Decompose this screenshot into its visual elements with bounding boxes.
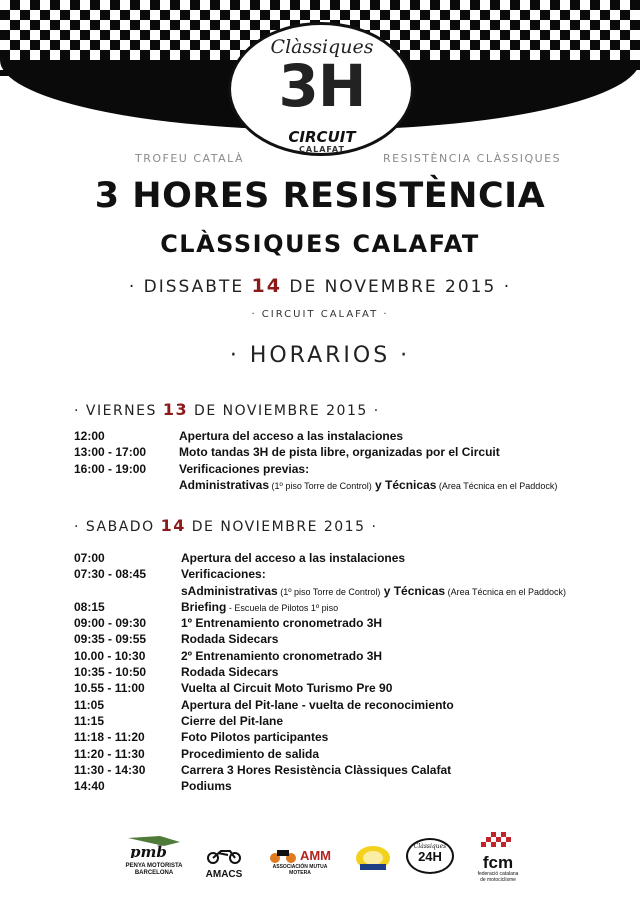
amm-rider-icon <box>269 846 297 864</box>
row-desc: Apertura del Pit-lane - vuelta de reconocimiento <box>181 697 454 712</box>
verif-administrativas: sAdministrativas <box>181 583 278 598</box>
row-desc: Briefing <box>181 599 227 614</box>
row-desc: Carrera 3 Hores Resistència Clàssiques Calafat <box>181 762 452 777</box>
row-note: - Escuela de Pilotos 1º piso <box>226 602 339 613</box>
schedule-row <box>74 714 614 730</box>
amm-text: AMM <box>299 847 332 863</box>
verif-y: y <box>371 477 386 492</box>
svg-text:pmb: pmb <box>130 843 167 858</box>
schedule-row <box>74 632 614 648</box>
schedule-row <box>74 445 614 461</box>
amm-logo <box>262 846 338 876</box>
schedule-row <box>74 429 614 445</box>
verif-admin-note: (1º piso Torre de Control) <box>269 480 372 491</box>
event-date <box>0 275 640 297</box>
row-time: 07:30 - 08:45 <box>74 567 147 582</box>
row-desc: Verificaciones previas: <box>179 461 310 476</box>
row-time: 11:15 <box>74 713 105 728</box>
schedule-row <box>74 698 614 714</box>
amacs-text: AMACS <box>205 869 243 880</box>
sponsor-logos <box>0 832 640 892</box>
schedule-row <box>74 763 614 779</box>
verif-tecnicas: Técnicas <box>385 477 437 492</box>
fcm-sub1: federació catalana <box>477 871 519 877</box>
date-prefix: · DISSABTE <box>128 277 252 297</box>
logo-3h-text: 3H <box>278 52 366 120</box>
schedule-row <box>74 462 614 478</box>
classiques-24h-script: Clàssiques <box>413 843 447 850</box>
row-desc: 2º Entrenamiento cronometrado 3H <box>181 648 383 663</box>
row-desc: Rodada Sidecars <box>181 632 279 647</box>
schedule-row <box>74 747 614 763</box>
row-time: 11:20 - 11:30 <box>74 746 145 761</box>
row-time: 07:00 <box>74 551 105 565</box>
row-desc: Podiums <box>181 779 232 794</box>
sub-title: CLÀSSIQUES CALAFAT <box>160 230 480 258</box>
date-day: 14 <box>251 275 282 297</box>
verification-detail <box>74 478 614 494</box>
row-time: 10.55 - 11:00 <box>74 681 145 696</box>
verif-admin-note: (1º piso Torre de Control) <box>277 586 381 597</box>
row-desc: Verificaciones: <box>181 567 266 582</box>
verification-detail <box>74 584 614 600</box>
fcm-sub2: de motociclisme <box>480 877 516 883</box>
racing-badge-logo <box>353 844 393 879</box>
schedule-row <box>74 649 614 665</box>
row-time: 10:35 - 10:50 <box>74 665 147 680</box>
verif-tecnicas: Técnicas <box>393 583 446 598</box>
saturday-prefix: · SABADO <box>74 519 161 535</box>
verif-y: y <box>380 583 394 598</box>
saturday-schedule <box>74 551 614 795</box>
pmb-line2: BARCELONA <box>134 870 174 876</box>
row-time: 11:30 - 14:30 <box>74 762 146 777</box>
schedule-row <box>74 665 614 681</box>
schedule-row <box>74 681 614 697</box>
saturday-day: 14 <box>160 516 186 535</box>
row-desc: Procedimiento de salida <box>181 746 320 761</box>
fcm-checker-icon <box>473 832 523 850</box>
row-time: 11:05 <box>74 697 105 712</box>
saturday-suffix: DE NOVIEMBRE 2015 · <box>185 519 378 535</box>
fcm-text: fcm <box>482 853 514 872</box>
motorcycle-icon <box>204 846 244 864</box>
row-time: 08:15 <box>74 599 105 614</box>
schedule-row <box>74 616 614 632</box>
row-time: 16:00 - 19:00 <box>74 461 147 476</box>
trofeu-tag: TROFEU CATALÀ <box>135 152 244 165</box>
row-time: 12:00 <box>74 429 105 443</box>
row-desc: Cierre del Pit-lane <box>181 713 284 728</box>
classiques-24h-text: 24H <box>418 849 442 864</box>
pmb-line1: PENYA MOTORISTA <box>125 863 183 869</box>
row-time: 09:00 - 09:30 <box>74 616 147 631</box>
pmb-flag-icon <box>124 836 184 858</box>
logo-circuit-text: CIRCUIT <box>288 128 356 146</box>
verif-tec-note: (Area Técnica en el Paddock) <box>436 480 558 491</box>
row-time: 14:40 <box>74 779 105 794</box>
row-desc: Apertura del acceso a las instalaciones <box>181 551 406 565</box>
saturday-heading <box>74 516 377 535</box>
amm-sub: ASSOCIACIÓN MUTUA MOTERA <box>272 864 328 876</box>
friday-suffix: DE NOVIEMBRE 2015 · <box>188 403 380 419</box>
friday-day: 13 <box>162 400 189 419</box>
row-desc: Rodada Sidecars <box>181 665 279 680</box>
row-time: 11:18 - 11:20 <box>74 730 145 745</box>
pmb-logo <box>118 836 190 877</box>
schedule-row <box>74 730 614 746</box>
resistencia-tag: RESISTÈNCIA CLÀSSIQUES <box>383 152 562 165</box>
schedule-row <box>74 779 614 795</box>
section-title: · HORARIOS · <box>229 343 411 368</box>
classiques-24h-logo <box>406 838 456 874</box>
fcm-logo <box>466 832 530 883</box>
row-desc: Foto Pilotos participantes <box>181 730 329 745</box>
date-suffix: DE NOVEMBRE 2015 · <box>281 277 512 297</box>
friday-schedule <box>74 429 614 494</box>
schedule-row <box>74 600 614 616</box>
helmet-icon <box>354 844 392 874</box>
row-time: 13:00 - 17:00 <box>74 445 147 460</box>
friday-heading <box>74 400 380 419</box>
main-title: 3 HORES RESISTÈNCIA <box>94 176 546 216</box>
logo-script-text: Clàssiques <box>270 36 374 58</box>
verif-administrativas: Administrativas <box>179 477 270 492</box>
amacs-logo <box>200 846 248 880</box>
row-desc: 1º Entrenamiento cronometrado 3H <box>181 616 383 631</box>
row-time: 09:35 - 09:55 <box>74 632 147 647</box>
verif-tec-note: (Area Técnica en el Paddock) <box>445 586 566 597</box>
row-desc: Moto tandas 3H de pista libre, organizadas por el Circuit <box>179 445 500 460</box>
row-desc: Apertura del acceso a las instalaciones <box>179 429 404 443</box>
row-time: 10.00 - 10:30 <box>74 648 146 663</box>
schedule-row <box>74 551 614 567</box>
row-desc: Vuelta al Circuit Moto Turismo Pre 90 <box>181 681 393 696</box>
logo-calafat-text: CALAFAT <box>299 145 345 154</box>
event-place: · CIRCUIT CALAFAT · <box>251 309 389 320</box>
friday-prefix: · VIERNES <box>74 403 163 419</box>
schedule-row <box>74 567 614 583</box>
